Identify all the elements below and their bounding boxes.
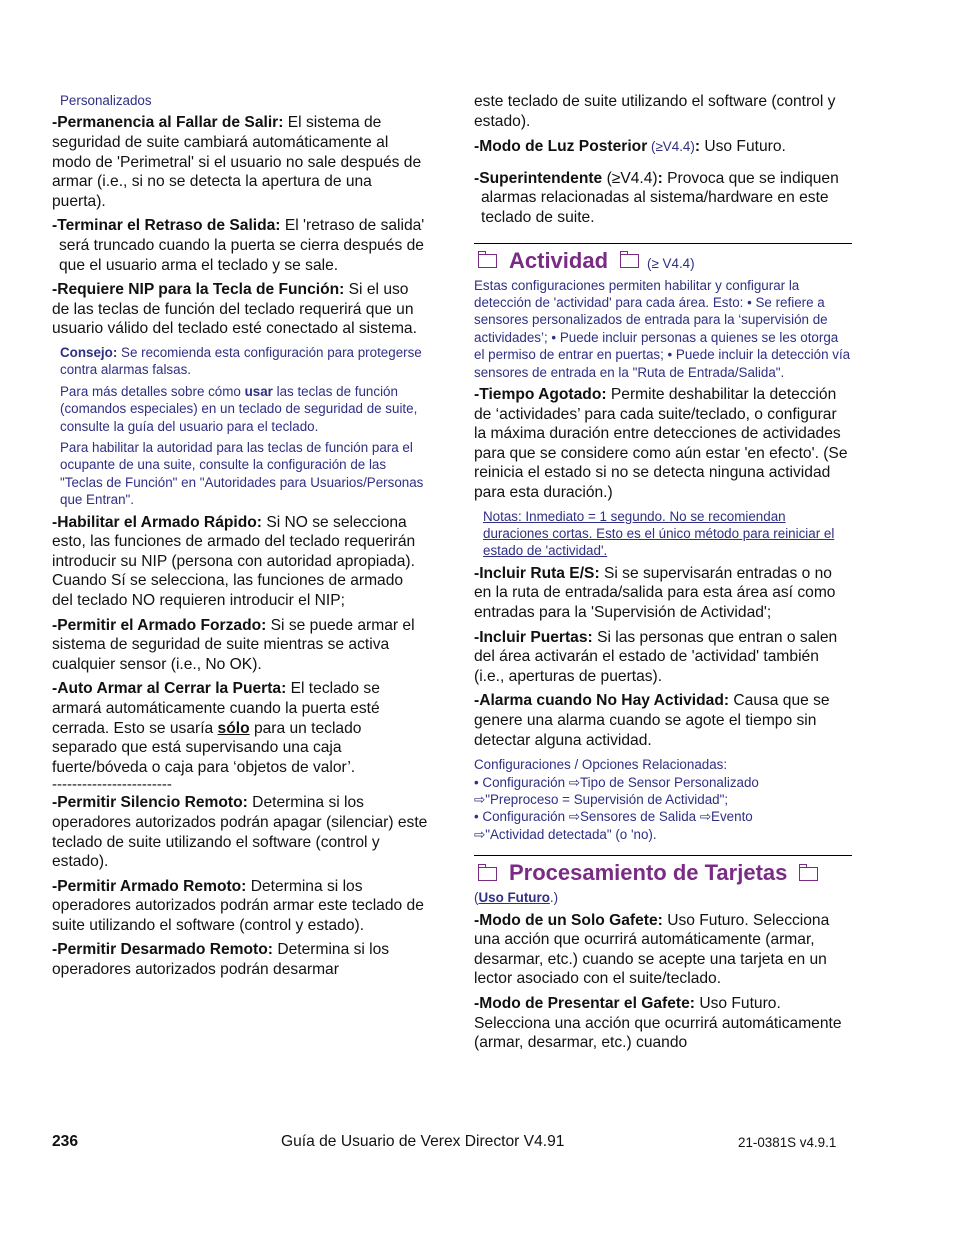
related-options: [474, 756, 852, 843]
related-title: Configuraciones / Opciones Relacionadas:: [474, 757, 728, 773]
para-armado-rapido: -Habilitar el Armado Rápido: Si NO se selecciona esto, las funciones de armado del teclado requerirán introducir su NIP (persona con autoridad apropiada). Cuando Sí se selecciona, las funciones de armado del teclado NO requieren introducir el NIP;: [52, 513, 416, 609]
section-title: Actividad: [509, 247, 609, 273]
related-line: • Configuración ⇨Tipo de Sensor Personalizado: [474, 774, 759, 790]
para-requiere-nip: -Requiere NIP para la Tecla de Función: Si el uso de las teclas de función del teclado requerirá que un usuario válido del teclado esté conectado al sistema.: [52, 281, 417, 338]
section-title: Procesamiento de Tarjetas: [509, 860, 788, 886]
separator-line: ------------------------: [52, 776, 172, 794]
activity-intro: Estas configuraciones permiten habilitar y configurar la detección de 'actividad' para cada área. Esto: • Se refiere a sensores personalizados de entrada para la ‘supervisión de actividades’; • Puede incluir personas a quienes se les otorga el permiso de entrar en puertas; • Puede incluir la detección vía sensores de entrada en la "Ruta de Entrada/Salida".: [474, 277, 851, 380]
para-superintendente: -Superintendente (≥V4.4): Provoca que se indiquen alarmas relacionadas al sistema/hardware en este teclado de suite.: [474, 169, 839, 226]
footer-title: Guía de Usuario de Verex Director V4.91: [281, 1133, 565, 1150]
future-use-link[interactable]: Uso Futuro: [478, 890, 550, 906]
folder-icon: [478, 867, 497, 881]
related-line: ⇨"Actividad detectada" (o 'no).: [474, 826, 657, 842]
para-tiempo-agotado: -Tiempo Agotado: Permite deshabilitar la detección de ‘actividades’ para cada suite/teclado, o configurar la máxima duración entre detecciones de actividades para que se considere como aún estar 'en efecto'. (Se reinicia el estado si no se detecta ninguna actividad para esta duración.): [474, 386, 848, 501]
para-terminar-retraso: -Terminar el Retraso de Salida: El 'retraso de salida' será truncado cuando la puerta se cierra después de que el usuario arma el teclado y se sale.: [52, 217, 425, 274]
para-luz-posterior: -Modo de Luz Posterior (≥V4.4): Uso Futuro.: [474, 138, 786, 156]
para-permanencia: -Permanencia al Fallar de Salir: El sistema de seguridad de suite cambiará automáticamente al modo de 'Perimetral' si el usuario no sale después de armar (i.e., si no se detecta la apertura de una puerta).: [52, 114, 422, 210]
usage-note: Para más detalles sobre cómo usar las teclas de función (comandos especiales) en un teclado de seguridad de suite, consulte la guía del usuario para el teclado.: [60, 383, 418, 434]
folder-icon: [478, 254, 497, 268]
section-heading-actividad: [474, 243, 852, 274]
para-continuation: este teclado de suite utilizando el software (control y estado).: [474, 93, 836, 130]
para-presentar-gafete: -Modo de Presentar el Gafete: Uso Futuro. Selecciona una acción que ocurrirá automáticamente (armar, desarmar, etc.) cuando: [474, 994, 842, 1052]
page-number: 236: [52, 1133, 79, 1150]
document-code: 21-0381S v4.9.1: [738, 1135, 837, 1150]
right-column: [474, 92, 852, 1058]
top-note: Personalizados: [60, 93, 152, 108]
tip-note: Consejo: Se recomienda esta configuración para protegerse contra alarmas falsas.: [60, 344, 422, 378]
section-heading-tarjetas: [474, 855, 852, 886]
para-armado-remoto: -Permitir Armado Remoto: Determina si los operadores autorizados podrán armar este teclado de suite utilizando el software (control y estado).: [52, 877, 424, 934]
related-line: • Configuración ⇨Sensores de Salida ⇨Evento: [474, 809, 753, 825]
folder-icon: [620, 254, 639, 268]
para-incluir-ruta: -Incluir Ruta E/S: Si se supervisarán entradas o no en la ruta de entrada/salida para esta área así como entradas para la 'Supervisión de Actividad';: [474, 564, 836, 621]
para-desarmado-remoto: -Permitir Desarmado Remoto: Determina si los operadores autorizados podrán desarmar: [52, 941, 390, 979]
para-armado-forzado: -Permitir el Armado Forzado: Si se puede armar el sistema de seguridad de suite mientras se activa cualquier sensor (i.e., No OK).: [52, 616, 415, 673]
para-silencio-remoto: -Permitir Silencio Remoto: Determina si los operadores autorizados podrán apagar (silenciar) este teclado de suite utilizando el software (control y estado).: [52, 794, 428, 871]
timeout-notes: Notas: Inmediato = 1 segundo. No se recomiendan duraciones cortas. Esto es el único método para reiniciar el estado de 'actividad'.: [483, 508, 835, 559]
para-incluir-puertas: -Incluir Puertas: Si las personas que entran o salen del área activarán el estado de 'actividad' también (i.e., aperturas de puertas).: [474, 628, 838, 685]
version-tag: (≥ V4.4): [647, 255, 695, 271]
para-alarma-sin-actividad: -Alarma cuando No Hay Actividad: Causa que se genere una alarma cuando se agote el tiempo sin detectar alguna actividad.: [474, 692, 830, 749]
para-solo-gafete: -Modo de un Solo Gafete: Uso Futuro. Selecciona una acción que ocurrirá automáticamente (armar, desarmar, etc.) cuando se acepte una tarjeta en un lector asociado con el suite/teclado.: [474, 911, 830, 988]
authority-note: Para habilitar la autoridad para las teclas de función para el ocupante de una suite, consulte la configuración de las "Teclas de Función" en "Autoridades para Usuarios/Personas que Entran".: [60, 439, 424, 508]
para-auto-armar: -Auto Armar al Cerrar la Puerta: El teclado se armará automáticamente cuando la puerta esté cerrada. Esto se usaría sólo para un teclado separado que está supervisando una caja fuerte/bóveda o caja para ‘objetos de valor’.: [52, 680, 380, 776]
related-line: ⇨"Preproceso = Supervisión de Actividad";: [474, 791, 729, 807]
future-use-tag: (Uso Futuro.): [474, 890, 559, 906]
left-column: [52, 92, 428, 985]
folder-icon: [799, 867, 818, 881]
